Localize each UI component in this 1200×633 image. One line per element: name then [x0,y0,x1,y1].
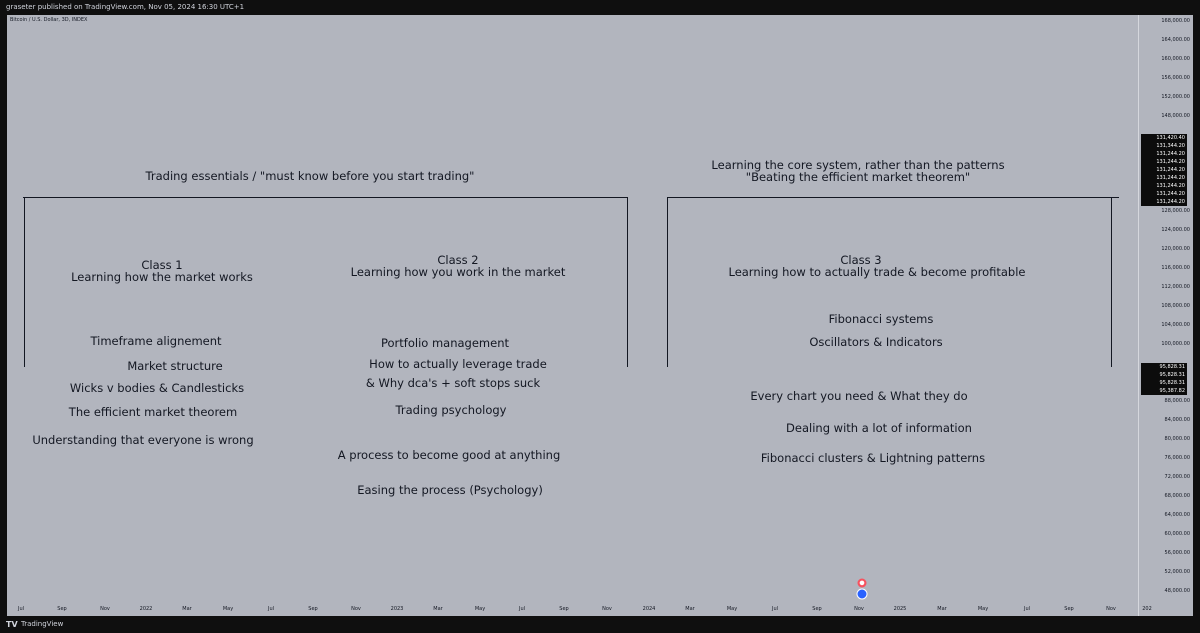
y-tick: 108,000.00 [1161,303,1190,309]
price-tag: 95,387.82 [1141,387,1187,395]
x-tick: Nov [854,606,864,612]
x-tick: May [726,606,738,612]
y-tick: 164,000.00 [1161,37,1190,43]
price-tag: 131,244.20 [1141,150,1187,158]
core-system-heading: Learning the core system, rather than the patterns [711,158,1005,172]
class1-item: Market structure [127,359,223,373]
x-tick: Mar [685,606,695,612]
class2-item: How to actually leverage trade [369,357,547,371]
essentials-heading: Trading essentials / "must know before you start trading" [145,169,475,183]
class1-item: Timeframe alignement [90,334,222,348]
x-tick: Jul [267,606,275,612]
bracket-right-top [667,197,1119,198]
y-tick: 80,000.00 [1164,436,1190,442]
class3-item: Dealing with a lot of information [786,421,972,435]
class1-item: Understanding that everyone is wrong [32,433,254,447]
y-tick: 160,000.00 [1161,56,1190,62]
footer-bar [0,616,1200,633]
brand-name: TradingView [21,620,64,628]
x-tick: 2023 [390,606,404,612]
x-tick: Sep [559,606,569,612]
class1-title: Class 1 [141,258,183,272]
x-tick: Jul [17,606,25,612]
class2-subtitle: Learning how you work in the market [350,265,566,279]
bracket-right-side-left [667,197,668,367]
price-tag: 131,244.20 [1141,190,1187,198]
core-system-subheading: "Beating the efficient market theorem" [745,170,971,184]
price-axis[interactable] [1138,15,1193,616]
price-tag: 131,244.20 [1141,182,1187,190]
price-tag: 95,828.31 [1141,379,1187,387]
x-tick: Sep [308,606,318,612]
x-tick: Sep [57,606,67,612]
x-tick: May [977,606,989,612]
us-flag-icon[interactable] [857,589,868,600]
y-tick: 148,000.00 [1161,113,1190,119]
x-tick: Jul [518,606,526,612]
publish-line: graseter published on TradingView.com, Nov 05, 2024 16:30 UTC+1 [6,3,245,11]
dividend-event-icon[interactable]: ● [859,579,865,587]
publish-header [0,0,1200,15]
x-tick: 2024 [642,606,656,612]
bracket-left-top [23,197,628,198]
y-tick: 64,000.00 [1164,512,1190,518]
price-tag: 131,344.20 [1141,142,1187,150]
x-tick: Sep [812,606,822,612]
y-tick: 88,000.00 [1164,398,1190,404]
x-tick: Sep [1064,606,1074,612]
class1-subtitle: Learning how the market works [71,270,253,284]
price-tag: 131,420.40 [1141,134,1187,142]
y-tick: 152,000.00 [1161,94,1190,100]
bracket-left-side-left [24,197,25,367]
x-tick: 2025 [893,606,907,612]
price-tag: 95,828.31 [1141,363,1187,371]
class3-item: Fibonacci systems [828,312,934,326]
x-tick: Mar [182,606,192,612]
bracket-right-side-right [1111,197,1112,367]
class3-item: Oscillators & Indicators [809,335,943,349]
price-tag: 131,244.20 [1141,198,1187,206]
price-tag: 131,244.20 [1141,158,1187,166]
class3-subtitle: Learning how to actually trade & become profitable [728,265,1026,279]
class2-item: Portfolio management [381,336,509,350]
x-tick: Nov [100,606,110,612]
y-tick: 112,000.00 [1161,284,1190,290]
y-tick: 124,000.00 [1161,227,1190,233]
y-tick: 56,000.00 [1164,550,1190,556]
y-tick: 60,000.00 [1164,531,1190,537]
class2-item: A process to become good at anything [337,448,561,462]
x-tick: Mar [433,606,443,612]
price-tag: 95,828.31 [1141,371,1187,379]
y-tick: 104,000.00 [1161,322,1190,328]
x-tick: Nov [351,606,361,612]
y-tick: 84,000.00 [1164,417,1190,423]
class3-title: Class 3 [840,253,882,267]
symbol-title: Bitcoin / U.S. Dollar, 3D, INDEX [10,17,88,23]
x-tick: Jul [1023,606,1031,612]
y-tick: 48,000.00 [1164,588,1190,594]
x-tick: 2022 [139,606,153,612]
x-tick: 202 [1142,606,1152,612]
y-tick: 168,000.00 [1161,18,1190,24]
price-tag: 131,244.20 [1141,166,1187,174]
x-tick: Mar [937,606,947,612]
y-tick: 72,000.00 [1164,474,1190,480]
y-tick: 52,000.00 [1164,569,1190,575]
y-tick: 116,000.00 [1161,265,1190,271]
y-tick: 68,000.00 [1164,493,1190,499]
class1-item: Wicks v bodies & Candlesticks [69,381,245,395]
class2-item: Easing the process (Psychology) [357,483,543,497]
class1-item: The efficient market theorem [68,405,238,419]
y-tick: 128,000.00 [1161,208,1190,214]
chart-pane[interactable] [7,15,1193,616]
tradingview-logo-icon[interactable]: TV [6,620,18,629]
class3-item: Every chart you need & What they do [750,389,968,403]
x-tick: Nov [1106,606,1116,612]
bracket-left-side-right [627,197,628,367]
class2-item: Trading psychology [395,403,507,417]
x-tick: May [222,606,234,612]
x-tick: Nov [602,606,612,612]
class3-item: Fibonacci clusters & Lightning patterns [760,451,986,465]
y-tick: 100,000.00 [1161,341,1190,347]
y-tick: 156,000.00 [1161,75,1190,81]
class2-title: Class 2 [437,253,479,267]
x-tick: Jul [771,606,779,612]
time-axis[interactable] [7,602,1152,616]
price-tag: 131,244.20 [1141,174,1187,182]
y-tick: 76,000.00 [1164,455,1190,461]
x-tick: May [474,606,486,612]
y-tick: 120,000.00 [1161,246,1190,252]
class2-item: & Why dca's + soft stops suck [365,376,541,390]
